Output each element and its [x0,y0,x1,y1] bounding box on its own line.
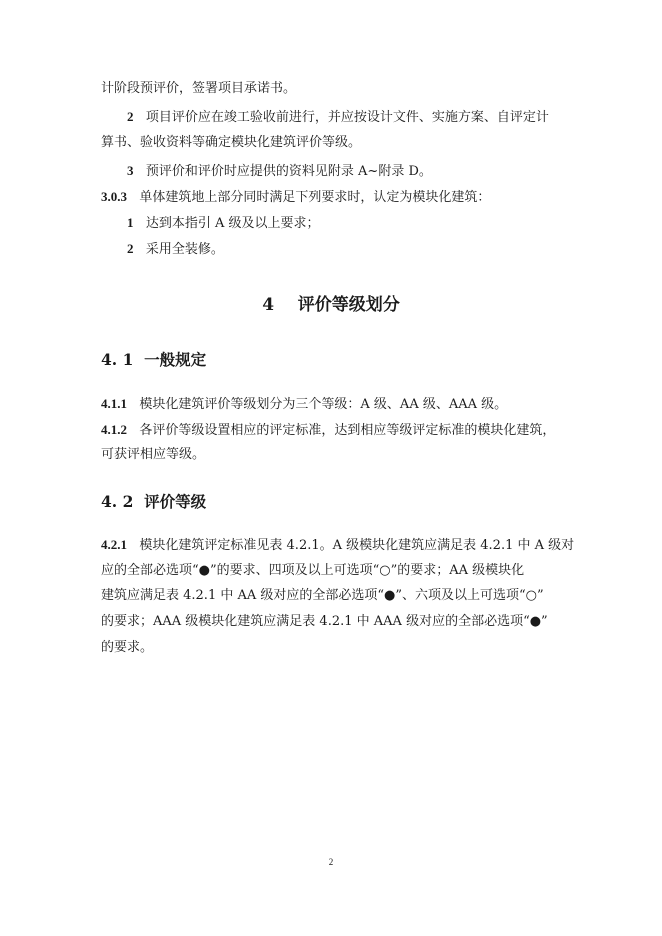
section-heading-4-1 [101,348,206,370]
clause-number: 3.0.3 [101,189,127,204]
section-title: 一般规定 [144,350,207,369]
clause-number: 4.1.2 [101,422,127,437]
clause-text: 模块化建筑评定标准见表 4.2.1。A 级模块化建筑应满足表 4.2.1 中 A 级对 [139,538,575,553]
paragraph-line: 算书、验收资料等确定模块化建筑评价等级。 [101,135,362,150]
section-number: 4. 1 [101,350,134,369]
clause-number: 4.1.1 [101,396,127,411]
paragraph-line: 建筑应满足表 4.2.1 中 AA 级对应的全部必选项“●”、六项及以上可选项“○” [101,588,544,603]
list-item-number: 1 [127,215,134,230]
clause-number: 4.2.1 [101,537,127,552]
list-item-2 [127,108,549,127]
paragraph-line: 计阶段预评价，签署项目承诺书。 [101,81,297,96]
clause-4-1-2 [101,421,555,440]
clause-4-2-1 [101,536,574,555]
list-item-text: 达到本指引 A 级及以上要求； [145,216,320,231]
clause-3-0-3 [101,188,490,207]
clause-text: 单体建筑地上部分同时满足下列要求时，认定为模块化建筑： [139,190,491,205]
list-item-number: 2 [127,241,134,256]
list-item-1 [127,214,320,233]
chapter-title: 评价等级划分 [297,295,400,315]
list-item-text: 项目评价应在竣工验收前进行，并应按设计文件、实施方案、自评定计 [145,110,549,125]
list-item-number: 3 [127,163,134,178]
list-item-text: 采用全装修。 [145,242,224,257]
list-item-3 [127,162,432,181]
clause-4-1-1 [101,395,507,414]
paragraph-line: 的要求。 [101,640,154,655]
list-item-text: 预评价和评价时应提供的资料见附录 A~附录 D。 [145,164,432,179]
paragraph-line: 可获评相应等级。 [101,447,206,462]
list-item-2 [127,240,224,259]
chapter-number: 4 [262,295,275,315]
paragraph-line: 的要求；AAA 级模块化建筑应满足表 4.2.1 中 AAA 级对应的全部必选项“●” [101,614,548,629]
chapter-heading [0,290,662,315]
clause-text: 模块化建筑评价等级划分为三个等级：A 级、AA 级、AAA 级。 [139,397,508,412]
paragraph-line: 应的全部必选项“●”的要求、四项及以上可选项“○”的要求；AA 级模块化 [101,563,525,578]
page-number: 2 [328,857,334,867]
list-item-number: 2 [127,109,134,124]
section-title: 评价等级 [144,492,207,511]
clause-text: 各评价等级设置相应的评定标准，达到相应等级评定标准的模块化建筑， [139,423,556,438]
section-heading-4-2 [101,490,206,512]
section-number: 4. 2 [101,492,134,511]
